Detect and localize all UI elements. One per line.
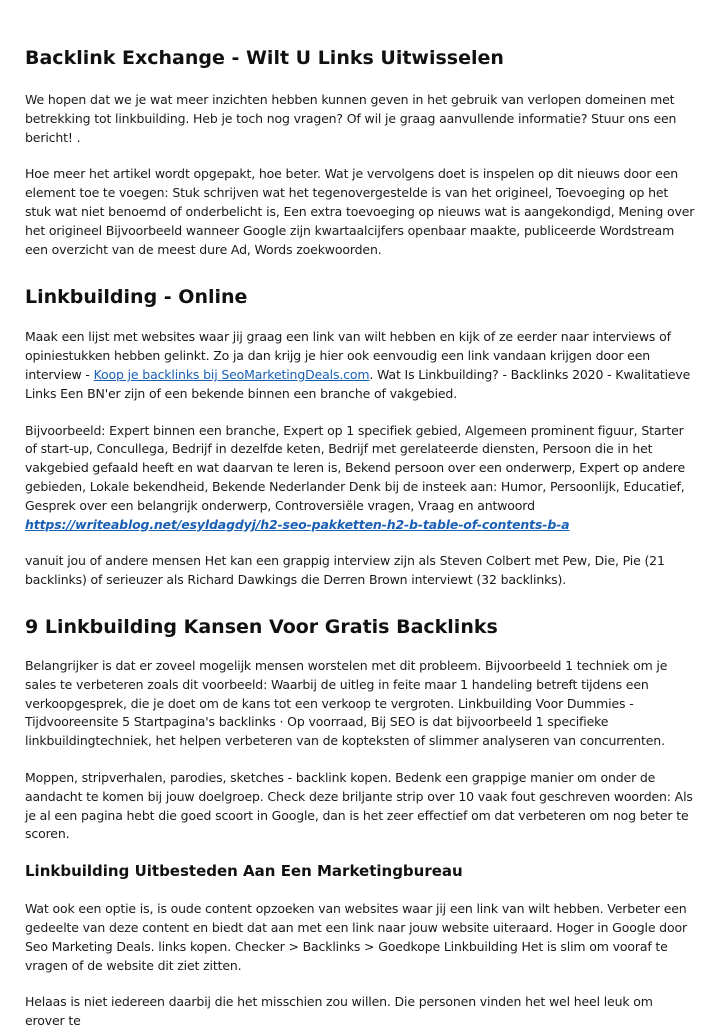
paragraph-backlinks: vanuit jou of andere mensen Het kan een grappig interview zijn als Steven Colbert met Pew, Die, Pie (21 backlinks) of serieuzer als Richard Dawkings die Derren Brown interviewt (32 backlinks). [25,553,665,588]
paragraph-techniek: Belangrijker is dat er zoveel mogelijk mensen worstelen met dit probleem. Bijvoorbeeld 1 techniek om je sales te verbeteren zoals dit voorbeeld: Waarbij de uitleg in feite maar 1 handeling betreft tijdens een verkoopgesprek, die je doet om de kans tot een verkoop te vergroten. Linkbuilding Voor Dummies - Tijdvooreensite 5 Startpagina's backlinks · Op voorraad, Bij SEO is dat bijvoorbeeld 1 specifieke linkbuildingtechniek, het helpen verbeteren van de kopteksten of slimmer analyseren van concurrenten. [25,657,668,749]
paragraph-interviews [25,328,695,403]
paragraph-text: Bijvoorbeeld: Expert binnen een branche, Expert op 1 specifiek gebied, Algemeen prominent figuur, Starter of start-up, Concullega, Bedrijf in dezelfde keten, Bedrijf met gerelateerde diensten, Persoon die in het vakgebied gefaald heeft en wat daarvan te leren is, Bekend persoon over een onderwerp, Expert op andere gebieden, Lokale bekendheid, Bekende Nederlander Denk bij de insteek aan: Humor, Persoonlijk, Educatief, Gesprek over een belangrijk onderwerp, Controversiële vragen, Vraag en antwoord [25,422,686,513]
section-heading-kansen: 9 Linkbuilding Kansen Voor Gratis Backlinks [25,615,498,638]
paragraph-news: Hoe meer het artikel wordt opgepakt, hoe beter. Wat je vervolgens doet is inspelen op dit nieuws door een element toe te voegen: Stuk schrijven wat het tegenovergestelde is van het origineel, Toevoeging op het stuk wat niet benoemd of onderbelicht is, Een extra toevoeging op nieuws wat is aangekondigd, Mening over het origineel Bijvoorbeeld wanneer Google zijn kwartaalcijfers openbaar maakte, publiceerde Wordstream een overzicht van de meest dure Ad, Words zoekwoorden. [25,166,695,257]
paragraph-helaas: Helaas is niet iedereen daarbij die het misschien zou willen. Die personen vinden het wel heel leuk om erover te [25,994,653,1029]
page-title: Backlink Exchange - Wilt U Links Uitwisselen [25,47,504,69]
section-heading-marketingbureau: Linkbuilding Uitbesteden Aan Een Marketingbureau [25,862,463,881]
paragraph-text: . Wat Is Linkbuilding? - Backlinks 2020 - Kwalitatieve Links Een BN'er zijn of een bekende binnen een branche of vakgebied. [25,366,691,401]
paragraph-moppen: Moppen, stripverhalen, parodies, sketches - backlink kopen. Bedenk een grappige manier om onder de aandacht te komen bij jouw doelgroep. Check deze briljante strip over 10 vaak fout geschreven woorden: Als je al een pagina hebt die goed scoort in Google, dan is het zeer effectief om dat verbeteren om nog beter te scoren. [25,769,693,842]
writeablog-link[interactable]: https://writeablog.net/esyldagdyj/h2-seo-pakketten-h2-b-table-of-contents-b-a [25,516,570,532]
paragraph-content: Wat ook een optie is, is oude content opzoeken van websites waar jij een link van wilt hebben. Verbeter een gedeelte van deze content en biedt dat aan met een link naar jouw website uiteraard. Hoger in Google door Seo Marketing Deals. links kopen. Checker > Backlinks > Goedkope Linkbuilding Het is slim om vooraf te vragen of de website dit ziet zitten. [25,901,687,973]
section-heading-online: Linkbuilding - Online [25,286,248,309]
seomarketingdeals-link[interactable]: Koop je backlinks bij SeoMarketingDeals.com [93,366,370,382]
paragraph-text: Maak een lijst met websites waar jij graag een link van wilt hebben en kijk of ze eerder naar interviews of opiniestukken hebben gelinkt. Zo ja dan krijg je hier ook eenvoudig een link vandaan krijgen door een interview - [25,329,671,382]
paragraph-examples [25,422,695,535]
paragraph-intro: We hopen dat we je wat meer inzichten hebben kunnen geven in het gebruik van verlopen domeinen met betrekking tot linkbuilding. Heb je toch nog vragen? Of wil je graag aanvullende informatie? Stuur ons een bericht! . [25,92,677,145]
